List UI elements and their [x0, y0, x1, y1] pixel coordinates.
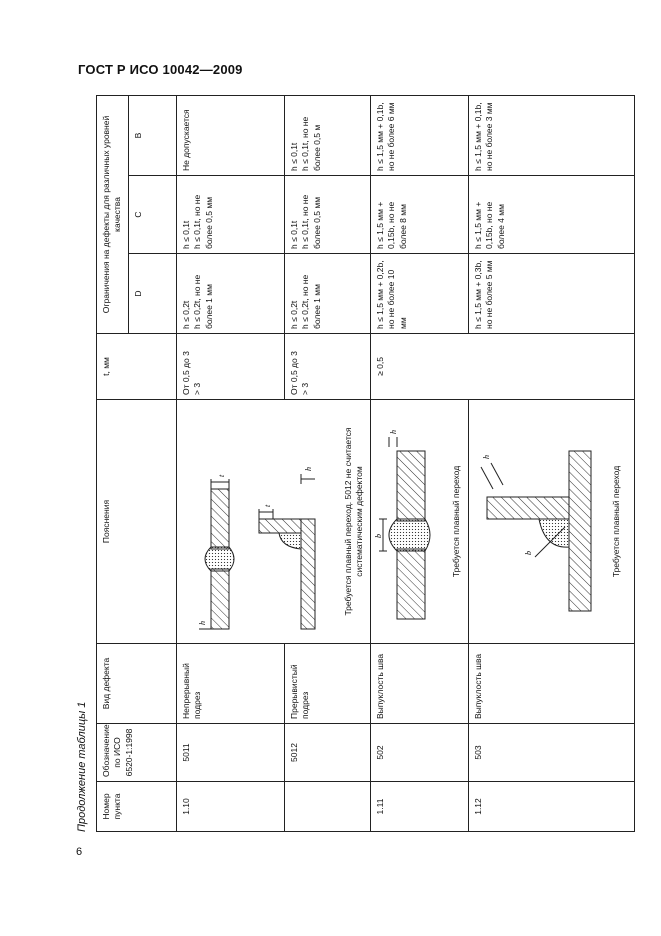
- row-code: 5011: [176, 724, 284, 782]
- undercut-fillet-depth-label: h: [303, 467, 313, 471]
- header-level-b: B: [128, 95, 176, 175]
- row-limit-c: [370, 176, 468, 254]
- limit-line: h ≤ 1,5 мм + 0,1b, но не более 6 мм: [374, 102, 397, 171]
- limit-line: h ≤ 0,1t: [288, 220, 299, 249]
- row-defect: Выпуклость шва: [468, 644, 634, 724]
- row-defect: Прерывистый подрез: [284, 644, 370, 724]
- convexity-503-width-label: b: [523, 551, 533, 555]
- convexity-503-web-plate: [487, 497, 569, 519]
- t-value: > 3: [300, 382, 311, 395]
- limit-line: h ≤ 0,2t: [288, 300, 299, 329]
- row-code: 5012: [284, 724, 370, 782]
- undercut-caption: Требуется плавный переход. 5012 не считается систематическим дефектом: [342, 427, 365, 616]
- t-value: От 0,5 до 3: [288, 351, 299, 395]
- row-t: [284, 334, 370, 400]
- undercut-sketches: [181, 405, 341, 639]
- limit-line: h ≤ 0,1t, но не более 0,5 мм: [192, 194, 214, 249]
- row-t: [370, 334, 634, 400]
- row-num: 1.10: [176, 782, 284, 832]
- row-limit-d: [370, 254, 468, 334]
- row-defect: Непрерывный подрез: [176, 644, 284, 724]
- row-limit-b: [176, 95, 284, 175]
- undercut-butt-weld-bead: [205, 547, 234, 571]
- convexity-503-caption: Требуется плавный переход: [610, 465, 621, 578]
- convexity-502-height-label: h: [388, 430, 398, 434]
- table-row: [176, 95, 284, 831]
- limit-line: h ≤ 1,5 мм + 0,3b, но не более 5 мм: [472, 260, 495, 329]
- header-level-c: C: [128, 176, 176, 254]
- convexity-503-weld-bead: [539, 519, 569, 547]
- header-limits: Ограничения на дефекты для различных уровней качества: [97, 95, 129, 333]
- convexity-502-weld-bead: [389, 519, 430, 551]
- limit-line: Не допускается: [180, 109, 191, 171]
- convexity-502-notes-cell: [370, 400, 468, 644]
- convexity-503-base-plate: [569, 451, 591, 611]
- row-t: [176, 334, 284, 400]
- row-limit-d: [284, 254, 370, 334]
- undercut-fillet-web-plate: [259, 519, 301, 533]
- undercut-fillet-thickness-label: t: [262, 504, 272, 507]
- t-value: > 3: [192, 382, 203, 395]
- undercut-depth-label: h: [197, 621, 207, 625]
- rotated-table-block: [76, 96, 621, 832]
- header-level-d: D: [128, 254, 176, 334]
- limit-line: h ≤ 1,5 мм + 0,2b, но не более 10 мм: [374, 260, 408, 329]
- row-num: 1.12: [468, 782, 634, 832]
- row-limit-c: [468, 176, 634, 254]
- row-code: 502: [370, 724, 468, 782]
- row-defect: Выпуклость шва: [370, 644, 468, 724]
- convexity-503-sketch: [473, 405, 609, 639]
- row-code: 503: [468, 724, 634, 782]
- defects-table: [96, 95, 635, 832]
- row-num: 1.11: [370, 782, 468, 832]
- header-code: Обозначение по ИСО 6520-1:1998: [97, 724, 177, 782]
- row-limit-b: [370, 95, 468, 175]
- convexity-502-plate-right: [397, 451, 425, 521]
- limit-line: h ≤ 0,1t: [180, 220, 191, 249]
- convexity-502-caption: Требуется плавный переход: [450, 465, 461, 578]
- row-num: [284, 782, 370, 832]
- header-row-top: [97, 95, 129, 831]
- row-limit-d: [468, 254, 634, 334]
- convexity-503-height-label: h: [481, 455, 491, 459]
- row-limit-c: [176, 176, 284, 254]
- limit-line: h ≤ 0,2t, но не более 1 мм: [192, 274, 214, 329]
- limit-line: h ≤ 0,1t, но не более 0,5 м: [300, 116, 322, 171]
- limit-line: h ≤ 1,5 мм + 0,15b, но не более 4 мм: [472, 201, 506, 249]
- undercut-plate-right: [211, 489, 229, 549]
- undercut-plate-left: [211, 569, 229, 629]
- row-limit-b: [284, 95, 370, 175]
- row-limit-c: [284, 176, 370, 254]
- t-value: ≥ 0,5: [374, 357, 385, 376]
- header-defect: Вид дефекта: [97, 644, 177, 724]
- undercut-fillet-base-plate: [301, 519, 315, 629]
- limit-line: h ≤ 0,1t, но не более 0,5 мм: [300, 194, 322, 249]
- limit-line: h ≤ 0,2t: [180, 300, 191, 329]
- table-row: [468, 95, 634, 831]
- undercut-thickness-label: t: [216, 474, 226, 477]
- page-header: ГОСТ Р ИСО 10042—2009: [78, 62, 243, 77]
- header-t: t, мм: [97, 334, 177, 400]
- convexity-503-notes-cell: [468, 400, 634, 644]
- header-notes: Пояснения: [97, 400, 177, 644]
- undercut-notes-cell: [176, 400, 370, 644]
- table-continuation-caption: Продолжение таблицы 1: [76, 701, 88, 832]
- page-number: 6: [76, 846, 83, 858]
- t-value: От 0,5 до 3: [180, 351, 191, 395]
- row-limit-d: [176, 254, 284, 334]
- undercut-fillet-weld-bead: [279, 533, 301, 549]
- limit-line: h ≤ 1,5 мм + 0,1b, но не более 3 мм: [472, 102, 495, 171]
- limit-line: h ≤ 0,2t, но не более 1 мм: [300, 274, 322, 329]
- limit-line: h ≤ 1,5 мм + 0,15b, но не более 8 мм: [374, 201, 408, 249]
- convexity-502-width-label: b: [373, 534, 383, 538]
- convexity-502-sketch: [375, 405, 449, 639]
- limit-line: h ≤ 0,1t: [288, 142, 299, 171]
- convexity-502-plate-left: [397, 549, 425, 619]
- table-row: [370, 95, 468, 831]
- header-num: Номер пункта: [97, 782, 177, 832]
- row-limit-b: [468, 95, 634, 175]
